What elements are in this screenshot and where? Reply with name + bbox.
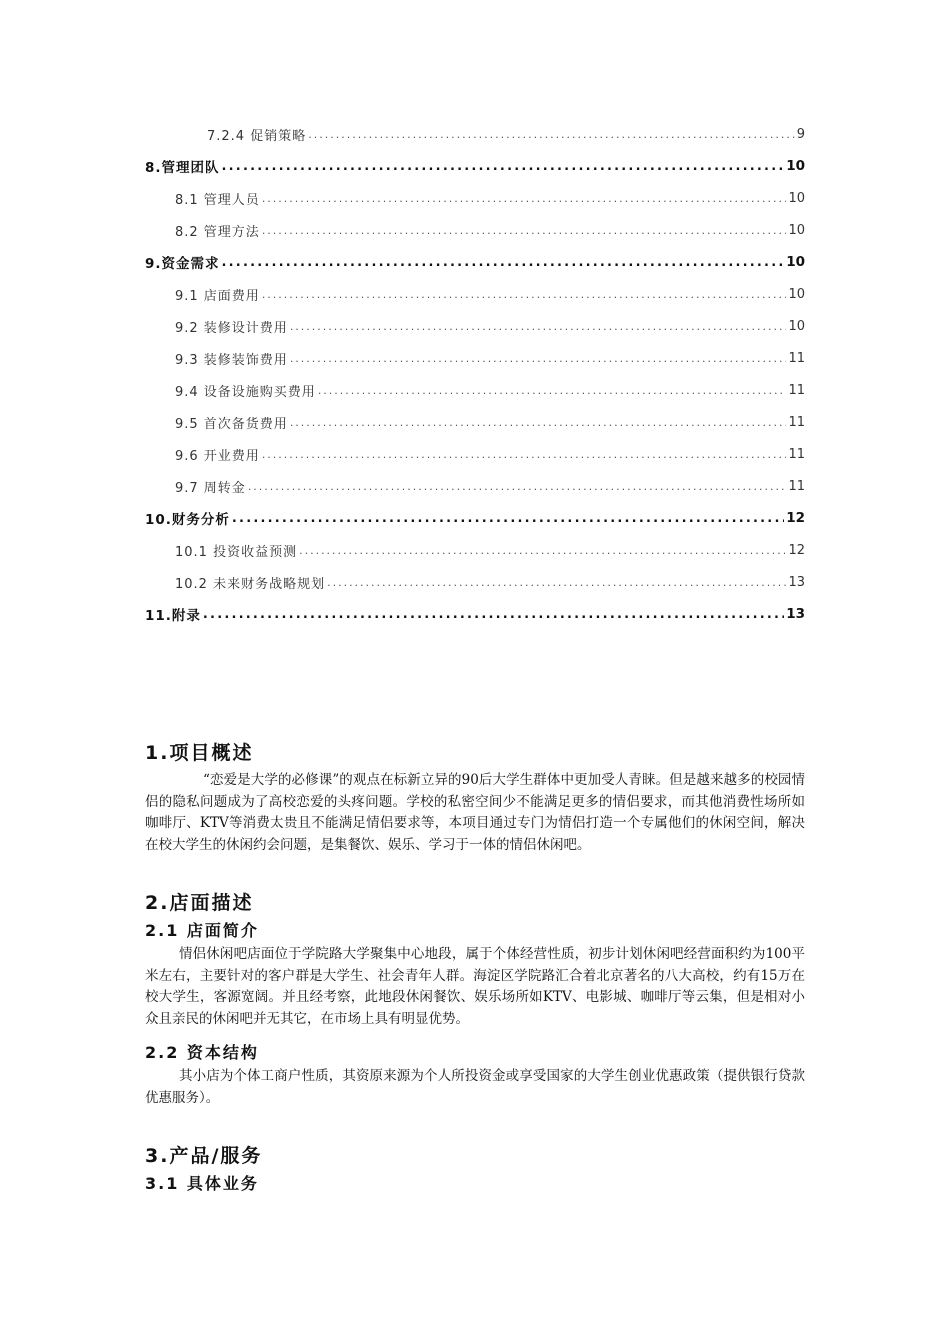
toc-entry-label: 10.1 投资收益预测 <box>175 544 298 560</box>
document-body <box>145 740 805 1197</box>
toc-entry-page-number: 10 <box>788 286 805 302</box>
toc-leader-dots <box>203 607 784 622</box>
toc-entry[interactable] <box>145 374 805 406</box>
toc-entry[interactable] <box>145 470 805 502</box>
toc-entry[interactable] <box>145 438 805 470</box>
toc-entry[interactable] <box>145 406 805 438</box>
toc-entry-label: 8.管理团队 <box>145 160 220 176</box>
toc-entry-page-number: 10 <box>788 190 805 206</box>
section-2-heading: 2.店面描述 <box>145 892 254 914</box>
toc-entry-label: 8.1 管理人员 <box>175 192 260 208</box>
table-of-contents <box>145 118 805 630</box>
toc-entry-page-number: 10 <box>788 318 805 334</box>
section-1-paragraph: “恋爱是大学的必修课”的观点在标新立异的90后大学生群体中更加受人青睐。但是越来越多的校园情侣的隐私问题成为了高校恋爱的头疼问题。学校的私密空间少不能满足更多的情侣要求，而其他消费性场所如咖啡厅、KTV等消费太贵且不能满足情侣要求等，本项目通过专门为情侣打造一个专属他们的休闲空间，解决在校大学生的休闲约会问题，是集餐饮、娱乐、学习于一体的情侣休闲吧。 <box>145 772 805 853</box>
toc-entry-page-number: 11 <box>788 414 805 430</box>
section-1-heading: 1.项目概述 <box>145 742 254 764</box>
toc-entry-page-number: 11 <box>788 382 805 398</box>
toc-leader-dots <box>290 320 787 333</box>
toc-entry[interactable] <box>145 278 805 310</box>
section-2-2-heading: 2.2 资本结构 <box>145 1043 259 1062</box>
toc-leader-dots <box>232 511 784 526</box>
section-3-1-heading: 3.1 具体业务 <box>145 1174 259 1193</box>
toc-leader-dots <box>308 128 795 141</box>
section-2-1-heading: 2.1 店面简介 <box>145 921 259 940</box>
toc-entry-page-number: 13 <box>788 574 805 590</box>
toc-leader-dots <box>327 576 786 589</box>
toc-entry[interactable] <box>145 246 805 278</box>
toc-entry-label: 9.1 店面费用 <box>175 288 260 304</box>
toc-entry-label: 9.3 装修装饰费用 <box>175 352 288 368</box>
toc-leader-dots <box>318 384 787 397</box>
toc-leader-dots <box>262 448 787 461</box>
toc-entry[interactable] <box>145 566 805 598</box>
toc-entry-label: 9.6 开业费用 <box>175 448 260 464</box>
toc-entry-page-number: 9 <box>796 126 805 142</box>
toc-entry-page-number: 11 <box>788 350 805 366</box>
toc-entry-label: 9.5 首次备货费用 <box>175 416 288 432</box>
toc-entry-label: 7.2.4 促销策略 <box>207 128 307 144</box>
toc-entry-page-number: 12 <box>788 542 805 558</box>
toc-entry[interactable] <box>145 534 805 566</box>
toc-entry-page-number: 11 <box>788 446 805 462</box>
toc-entry[interactable] <box>145 150 805 182</box>
toc-entry-page-number: 10 <box>786 254 805 270</box>
toc-entry[interactable] <box>145 182 805 214</box>
toc-entry-label: 9.7 周转金 <box>175 480 246 496</box>
toc-leader-dots <box>262 288 787 301</box>
toc-leader-dots <box>222 255 785 270</box>
toc-entry[interactable] <box>145 214 805 246</box>
toc-entry[interactable] <box>145 502 805 534</box>
toc-leader-dots <box>262 224 787 237</box>
toc-leader-dots <box>290 352 787 365</box>
toc-entry-label: 9.资金需求 <box>145 256 220 272</box>
toc-leader-dots <box>299 544 786 557</box>
toc-entry-page-number: 10 <box>788 222 805 238</box>
toc-entry-page-number: 11 <box>788 478 805 494</box>
toc-leader-dots <box>248 480 787 493</box>
toc-entry-page-number: 13 <box>786 606 805 622</box>
toc-entry[interactable] <box>145 118 805 150</box>
toc-leader-dots <box>262 192 787 205</box>
toc-entry-label: 9.4 设备设施购买费用 <box>175 384 316 400</box>
section-2-1-paragraph: 情侣休闲吧店面位于学院路大学聚集中心地段，属于个体经营性质，初步计划休闲吧经营面积约为100平米左右，主要针对的客户群是大学生、社会青年人群。海淀区学院路汇合着北京著名的八大高校，约有15万在校大学生，客源宽阔。并且经考察，此地段休闲餐饮、娱乐场所如KTV、电影城、咖啡厅等云集，但是相对小众且亲民的休闲吧并无其它，在市场上具有明显优势。 <box>145 946 805 1027</box>
toc-leader-dots <box>290 416 787 429</box>
toc-entry-label: 8.2 管理方法 <box>175 224 260 240</box>
toc-entry-label: 11.附录 <box>145 608 201 624</box>
toc-entry-page-number: 12 <box>786 510 805 526</box>
toc-entry[interactable] <box>145 342 805 374</box>
toc-leader-dots <box>222 159 785 174</box>
toc-entry-page-number: 10 <box>786 158 805 174</box>
toc-entry-label: 9.2 装修设计费用 <box>175 320 288 336</box>
section-3-heading: 3.产品/服务 <box>145 1145 263 1167</box>
toc-entry[interactable] <box>145 598 805 630</box>
toc-entry[interactable] <box>145 310 805 342</box>
toc-entry-label: 10.2 未来财务战略规划 <box>175 576 326 592</box>
section-2-2-paragraph: 其小店为个体工商户性质，其资原来源为个人所投资金或享受国家的大学生创业优惠政策（提供银行贷款优惠服务）。 <box>145 1068 805 1106</box>
toc-entry-label: 10.财务分析 <box>145 512 230 528</box>
